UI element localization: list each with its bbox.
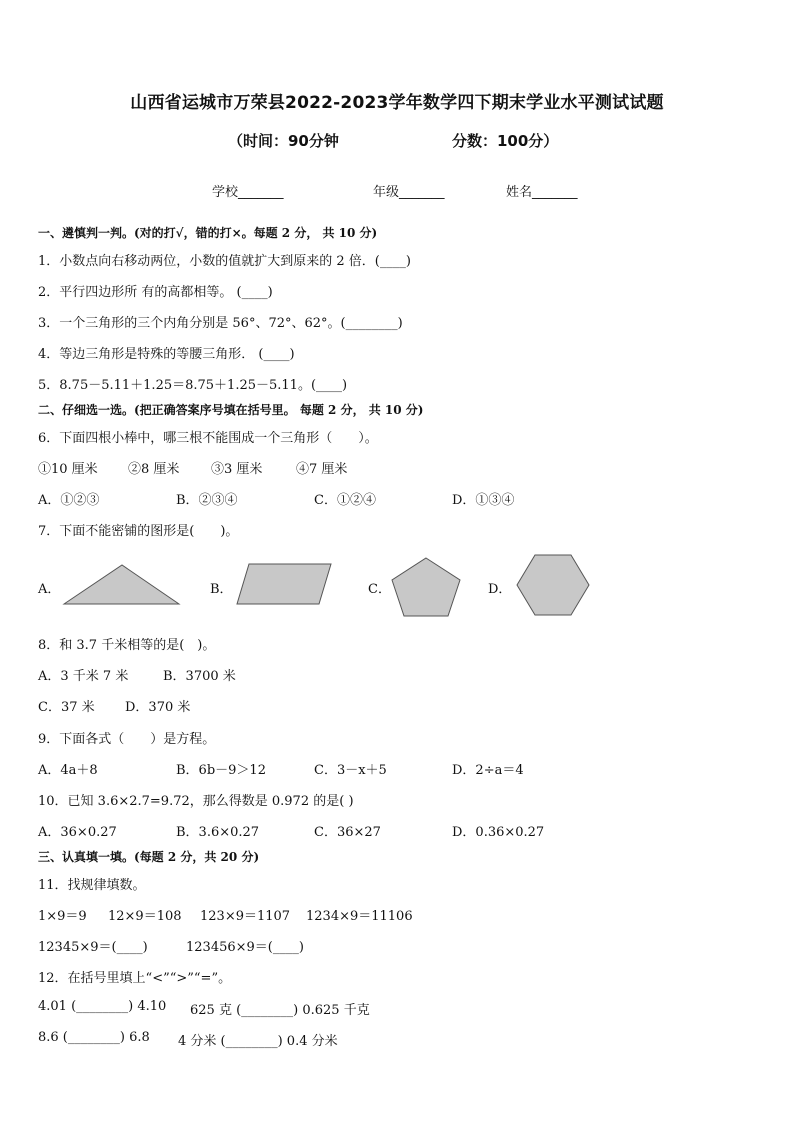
pattern-2: 12×9＝108 xyxy=(108,909,182,924)
question-6: 6．下面四根小棒中，哪三根不能围成一个三角形（ ）。 xyxy=(38,431,378,446)
question-4: 4．等边三角形是特殊的等腰三角形． (____) xyxy=(38,347,295,362)
exam-score: 分数：100分） xyxy=(452,132,559,150)
q10-option-c: C．36×27 xyxy=(314,825,381,840)
question-9: 9．下面各式（ ）是方程。 xyxy=(38,732,216,747)
q6-option-b: B．②③④ xyxy=(176,493,238,508)
parallelogram-shape xyxy=(235,562,333,606)
section-2-title: 二、仔细选一选。(把正确答案序号填在括号里。 每题 2 分， 共 10 分) xyxy=(38,403,424,417)
question-8: 8．和 3.7 千米相等的是( )。 xyxy=(38,638,216,653)
question-1: 1．小数点向右移动两位，小数的值就扩大到原来的 2 倍．(____) xyxy=(38,254,411,269)
compare-3: 8.6 (________) 6.8 xyxy=(38,1030,150,1045)
hexagon-shape xyxy=(515,553,591,617)
section-3-title: 三、认真填一填。(每题 2 分，共 20 分) xyxy=(38,850,260,864)
pattern-1: 1×9＝9 xyxy=(38,909,87,924)
q9-option-d: D．2÷a＝4 xyxy=(452,763,524,778)
q7-label-d: D． xyxy=(488,582,512,597)
triangle-shape xyxy=(62,562,182,606)
compare-4: 4 分米 (________) 0.4 分米 xyxy=(178,1034,338,1049)
pattern-5: 12345×9＝(____) xyxy=(38,940,148,955)
q8-option-b: B．3700 米 xyxy=(163,669,236,684)
question-5: 5．8.75－5.11＋1.25＝8.75＋1.25－5.11。(____) xyxy=(38,378,348,393)
stick-4: ④7 厘米 xyxy=(296,462,348,477)
question-11: 11．找规律填数。 xyxy=(38,878,146,893)
q10-option-b: B．3.6×0.27 xyxy=(176,825,260,840)
stick-1: ①10 厘米 xyxy=(38,462,98,477)
question-12: 12．在括号里填上“<”“>”“=”。 xyxy=(38,971,232,986)
q6-option-d: D．①③④ xyxy=(452,493,515,508)
compare-1: 4.01 (________) 4.10 xyxy=(38,999,167,1014)
q9-option-b: B．6b－9＞12 xyxy=(176,763,266,778)
q8-option-a: A．3 千米 7 米 xyxy=(38,669,129,684)
q8-option-c: C．37 米 xyxy=(38,700,95,715)
q7-label-c: C． xyxy=(368,582,391,597)
stick-2: ②8 厘米 xyxy=(128,462,180,477)
q10-option-a: A．36×0.27 xyxy=(38,825,117,840)
q7-label-b: B． xyxy=(210,582,233,597)
school-field: 学校_______ xyxy=(212,185,284,200)
q8-option-d: D．370 米 xyxy=(125,700,191,715)
name-field: 姓名_______ xyxy=(506,185,578,200)
pattern-6: 123456×9＝(____) xyxy=(186,940,304,955)
q10-option-d: D．0.36×0.27 xyxy=(452,825,545,840)
grade-field: 年级_______ xyxy=(373,185,445,200)
q6-option-a: A．①②③ xyxy=(38,493,100,508)
question-10: 10．已知 3.6×2.7=9.72，那么得数是 0.972 的是( ) xyxy=(38,794,354,809)
page-title: 山西省运城市万荣县2022-2023学年数学四下期末学业水平测试试题 xyxy=(130,93,664,113)
exam-time: （时间：90分钟 xyxy=(228,132,339,150)
question-7: 7．下面不能密铺的图形是( )。 xyxy=(38,524,239,539)
pentagon-shape xyxy=(390,556,462,618)
pattern-3: 123×9＝1107 xyxy=(200,909,291,924)
stick-3: ③3 厘米 xyxy=(211,462,263,477)
q7-label-a: A． xyxy=(38,582,61,597)
pattern-4: 1234×9＝11106 xyxy=(306,909,413,924)
q9-option-a: A．4a＋8 xyxy=(38,763,98,778)
compare-2: 625 克 (________) 0.625 千克 xyxy=(190,1003,370,1018)
question-3: 3．一个三角形的三个内角分别是 56°、72°、62°。(________) xyxy=(38,316,403,331)
section-1-title: 一、遴慎判一判。(对的打√，错的打×。每题 2 分， 共 10 分) xyxy=(38,226,378,240)
q6-option-c: C．①②④ xyxy=(314,493,376,508)
q9-option-c: C．3－x＋5 xyxy=(314,763,387,778)
question-2: 2．平行四边形所 有的高都相等。 (____) xyxy=(38,285,273,300)
